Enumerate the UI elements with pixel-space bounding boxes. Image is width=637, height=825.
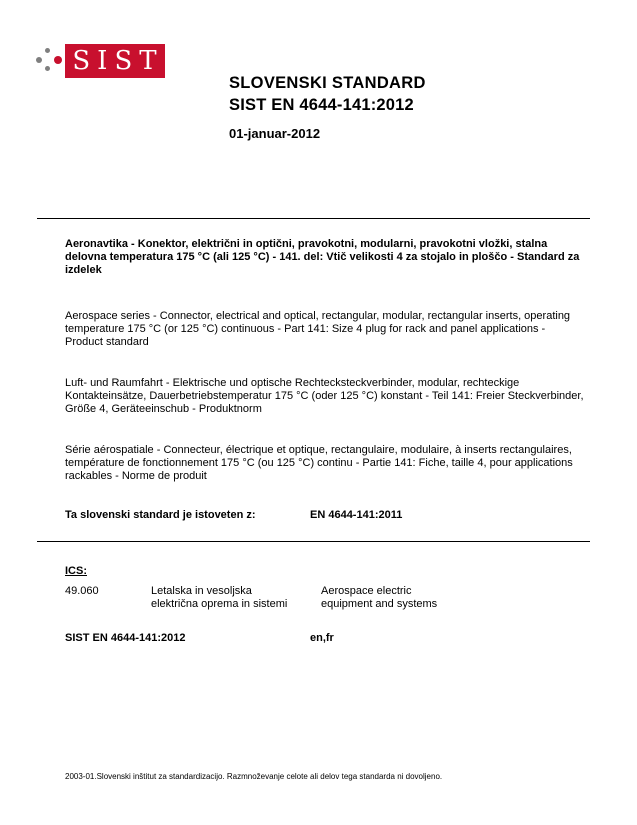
ics-slovenian-line1: Letalska in vesoljska xyxy=(151,585,252,597)
sist-logo xyxy=(36,42,166,82)
logo-dot-icon xyxy=(54,56,62,64)
identity-value: EN 4644-141:2011 xyxy=(310,509,403,521)
title-english: Aerospace series - Connector, electrical and optical, rectangular, modular, rectangular inserts, operating temperature 175 °C (or 125 °C) continuous - Part 141: Size 4 plug for rack and panel applications - Product standard xyxy=(65,310,571,348)
logo-wordmark: SIST xyxy=(65,44,165,78)
logo-dot-icon xyxy=(45,48,50,53)
ics-label: ICS: xyxy=(65,565,87,577)
middle-divider xyxy=(37,541,590,542)
ics-code: 49.060 xyxy=(65,585,99,597)
title-slovenian: Aeronavtika - Konektor, električni in optični, pravokotni, modularni, pravokotni vložki, stalna delovna temperatura 175 °C (ali 125 °C) - 141. del: Vtič velikosti 4 za stojalo in ploščo - Standard za izdelek xyxy=(65,238,580,276)
top-divider xyxy=(37,218,590,219)
logo-dot-icon xyxy=(36,57,42,63)
identity-label: Ta slovenski standard je istoveten z: xyxy=(65,509,256,521)
bottom-standard-code: SIST EN 4644-141:2012 xyxy=(65,632,186,644)
title-german: Luft- und Raumfahrt - Elektrische und optische Rechtecksteckverbinder, modular, rechteckige Kontakteinsätze, Dauerbetriebstemperatur 175 °C (oder 125 °C) konstant - Teil 141: Freier Steckverbinder, Größe 4, Geräteeinschub - Produktnorm xyxy=(65,377,584,415)
bottom-languages: en,fr xyxy=(310,632,334,644)
standard-code: SIST EN 4644-141:2012 xyxy=(229,96,414,114)
standard-type: SLOVENSKI STANDARD xyxy=(229,74,426,92)
standard-date: 01-januar-2012 xyxy=(229,126,321,141)
ics-english-line2: equipment and systems xyxy=(321,598,438,610)
ics-slovenian-line2: električna oprema in sistemi xyxy=(151,598,288,610)
title-french: Série aérospatiale - Connecteur, électrique et optique, rectangulaire, modulaire, à inserts rectangulaires, température de fonctionnement 175 °C (ou 125 °C) continu - Partie 141: Fiche, taille 4, pour applications rackables - Norme de produit xyxy=(65,444,573,482)
logo-dot-icon xyxy=(45,66,50,71)
copyright-footer: 2003-01.Slovenski inštitut za standardizacijo. Razmnoževanje celote ali delov tega standarda ni dovoljeno. xyxy=(65,772,443,781)
ics-english-line1: Aerospace electric xyxy=(321,585,412,597)
